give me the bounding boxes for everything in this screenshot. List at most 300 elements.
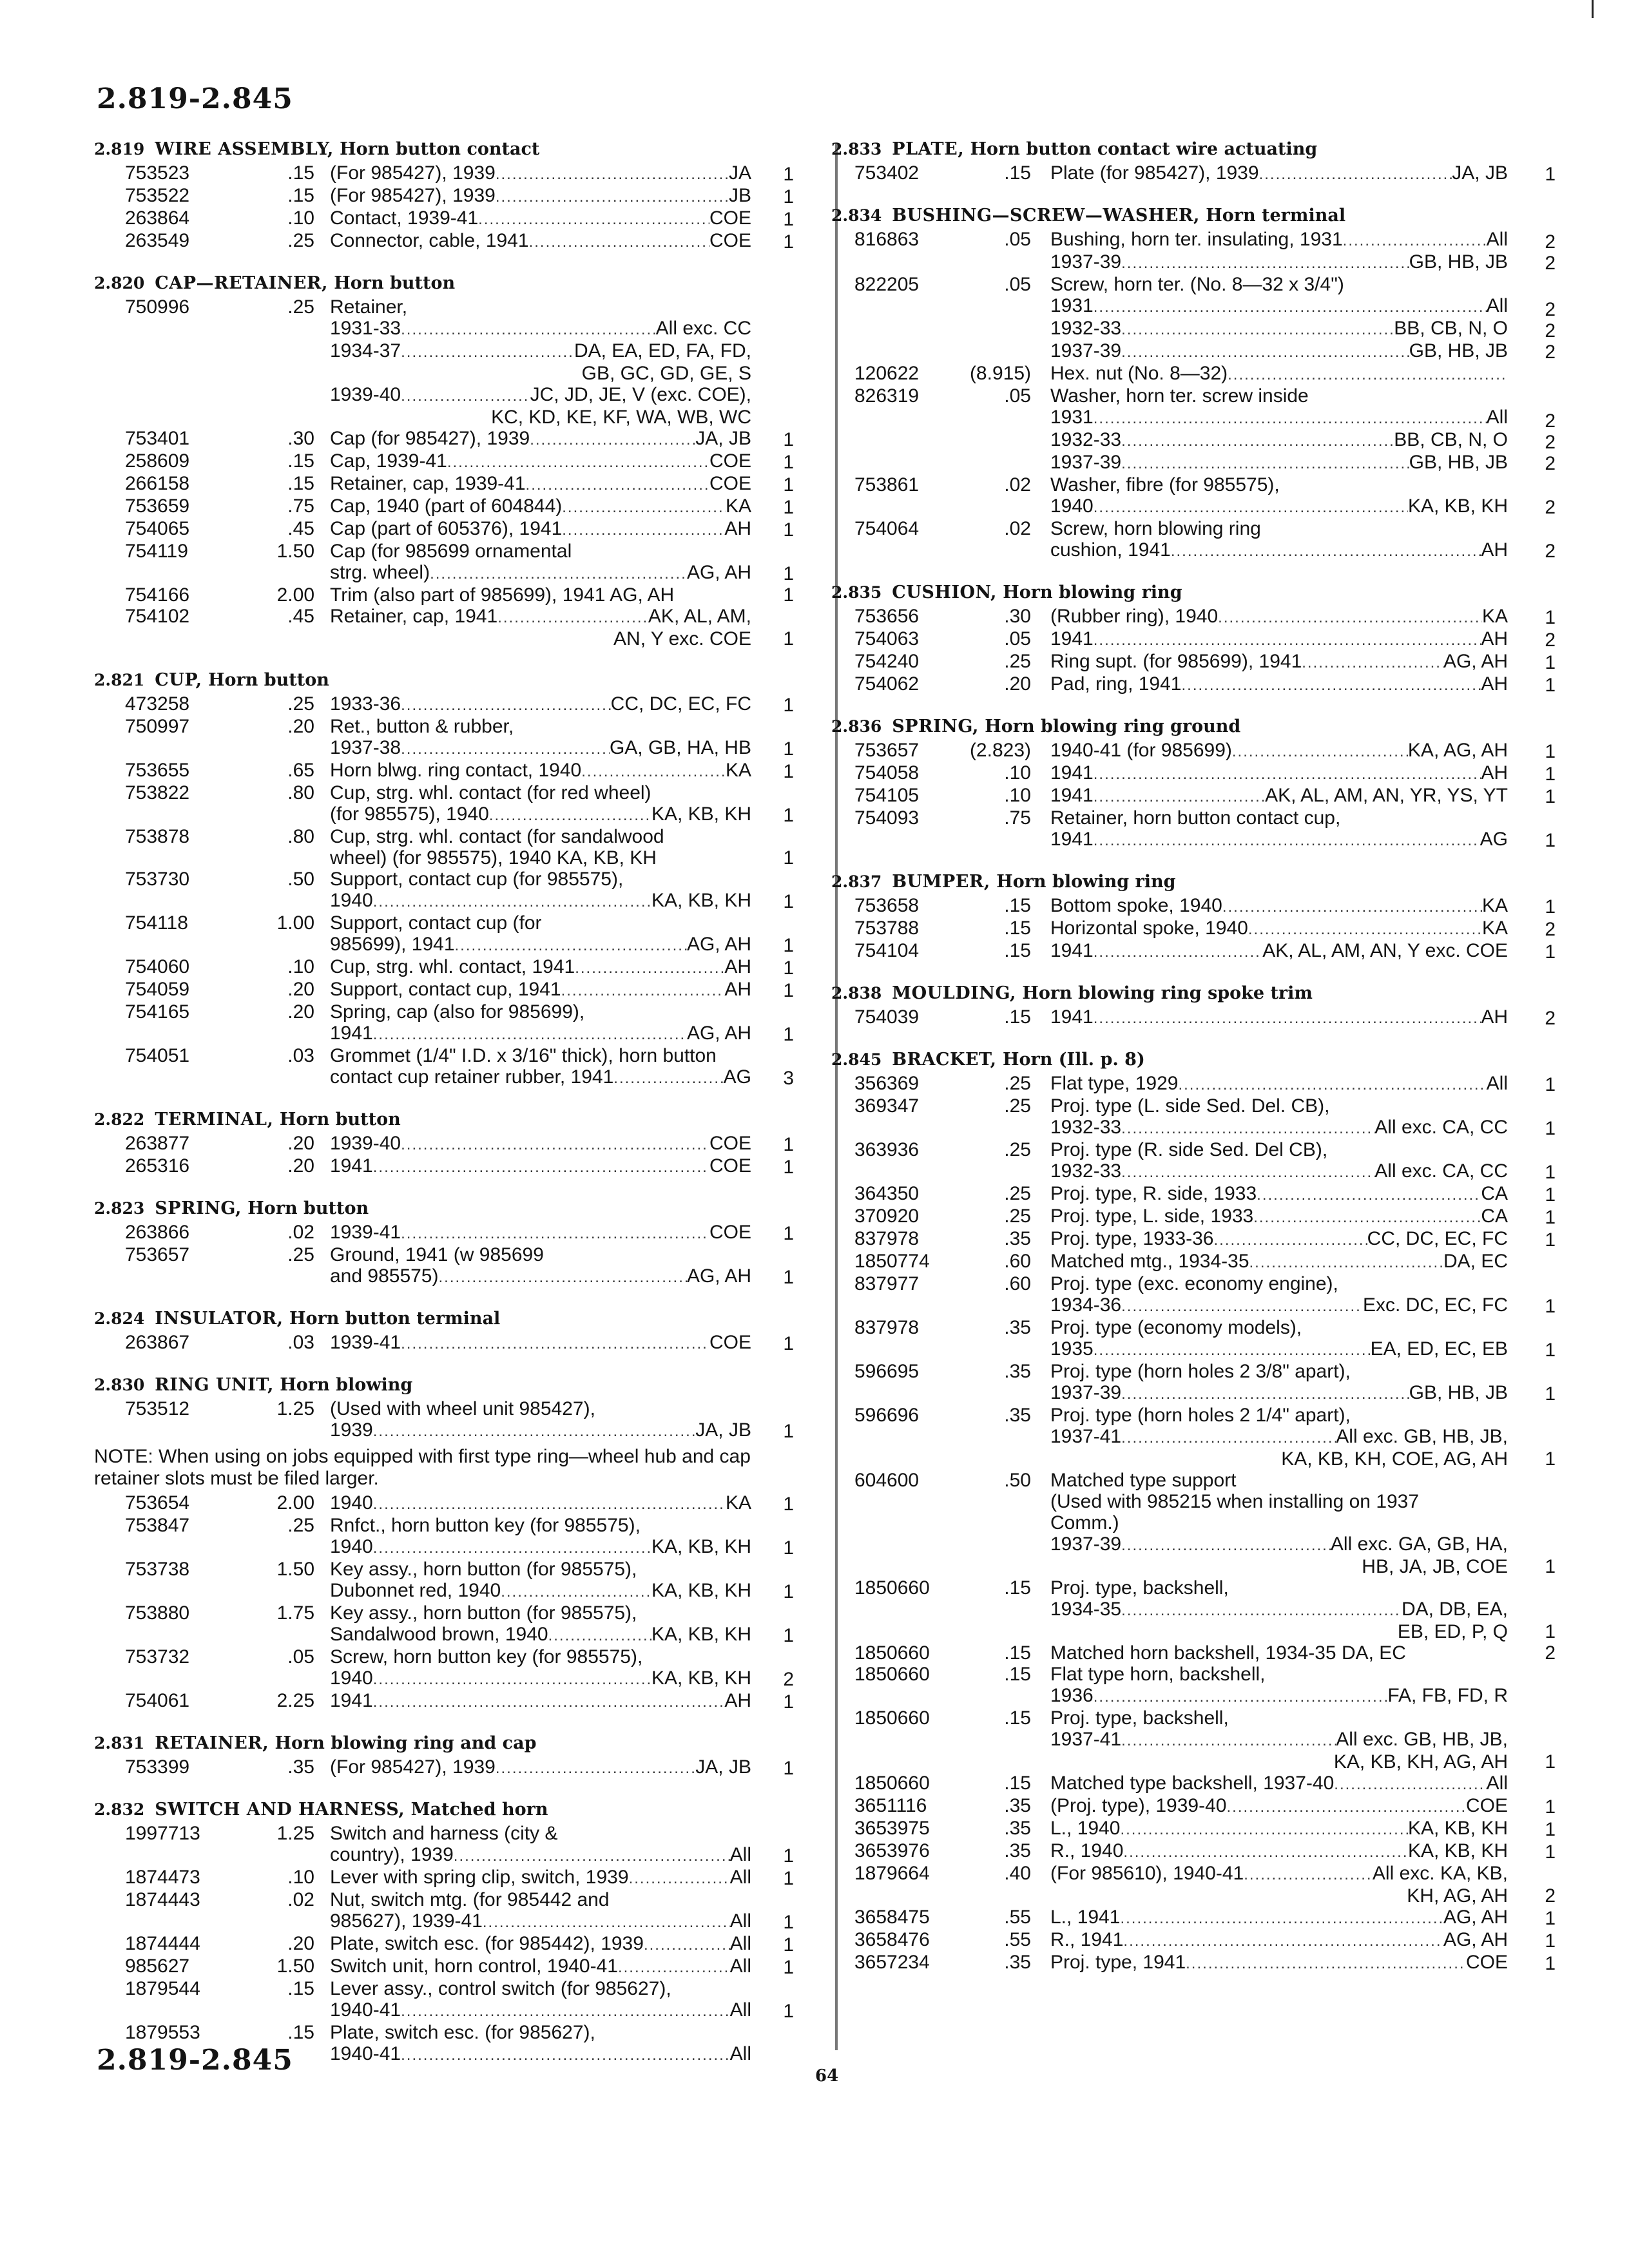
part-price: .20	[287, 716, 314, 737]
part-price: .25	[1004, 1139, 1031, 1160]
applicability-codes: All	[1486, 295, 1508, 316]
description-text: 1934-36	[1050, 1294, 1122, 1316]
part-number: 750997	[125, 716, 190, 737]
applicability-codes: COE	[1465, 1795, 1508, 1816]
dot-leader	[530, 429, 695, 450]
description-text: 1939	[330, 1419, 373, 1441]
applicability-codes: KA	[725, 495, 751, 517]
description-line	[1050, 274, 1508, 295]
description-text: Washer, fibre (for 985575),	[1050, 474, 1280, 495]
part-number: 1850660	[854, 1773, 930, 1794]
description-line	[1050, 1183, 1508, 1206]
description-line	[1050, 1095, 1508, 1117]
dot-leader	[1214, 1229, 1367, 1251]
part-description	[1050, 1251, 1508, 1273]
applicability-codes: KC, KD, KE, KF, WA, WB, WC	[491, 407, 751, 428]
part-price: .05	[1004, 628, 1031, 649]
part-row	[831, 363, 1572, 385]
description-line	[330, 934, 751, 956]
part-description	[1050, 918, 1508, 940]
part-quantity: 1	[783, 186, 794, 207]
applicability-codes: DA, EA, ED, FA, FD,	[574, 340, 751, 361]
description-line	[330, 1515, 751, 1536]
applicability-codes: AK, AL, AM, AN, YR, YS, YT	[1265, 785, 1508, 806]
description-text: cushion, 1941	[1050, 539, 1171, 561]
part-price: 1.00	[276, 912, 314, 934]
part-row	[94, 1956, 811, 1978]
catalog-section	[94, 1797, 811, 2066]
part-description	[1050, 895, 1508, 918]
part-quantity: 1	[783, 1537, 794, 1559]
applicability-codes: AG, AH	[686, 1023, 751, 1044]
catalog-section	[831, 203, 1572, 562]
part-description	[330, 1956, 751, 1978]
applicability-codes: AH	[1481, 539, 1508, 561]
part-quantity: 1	[783, 935, 794, 956]
description-line	[1050, 1338, 1508, 1361]
part-price: .45	[287, 518, 314, 539]
part-number: 985627	[125, 1956, 190, 1977]
description-text: 1937-39	[1050, 251, 1122, 273]
applicability-codes: COE	[1465, 1952, 1508, 1973]
part-number: 3651116	[854, 1795, 927, 1816]
applicability-codes: All	[1486, 229, 1508, 250]
part-number: 753402	[854, 162, 920, 184]
part-quantity: 1	[783, 452, 794, 473]
dot-leader	[401, 1223, 709, 1244]
applicability-codes: All exc. GA, GB, HA,	[1330, 1533, 1508, 1555]
part-price: .35	[287, 1756, 314, 1778]
part-quantity: 2	[1545, 1642, 1556, 1664]
description-text: 1941	[330, 1155, 373, 1177]
description-line	[330, 803, 751, 826]
applicability-codes: GB, HB, JB	[1409, 251, 1508, 273]
part-number: 754064	[854, 518, 920, 539]
part-number: 822205	[854, 274, 920, 295]
description-text: Pad, ring, 1941	[1050, 673, 1182, 695]
description-text: Matched mtg., 1934-35	[1050, 1251, 1249, 1272]
part-description	[1050, 1361, 1508, 1405]
section-number: 2.837	[831, 872, 882, 891]
part-price: .15	[1004, 162, 1031, 184]
part-price: .20	[1004, 673, 1031, 695]
description-text: 1940	[330, 1492, 373, 1514]
description-line	[330, 1155, 751, 1178]
part-number: 753512	[125, 1398, 190, 1419]
part-description	[330, 1690, 751, 1713]
part-quantity: 1	[783, 497, 794, 518]
part-description	[330, 912, 751, 956]
part-price: .25	[1004, 1183, 1031, 1204]
section-keyword: BUSHING—SCREW—WASHER,	[892, 206, 1200, 226]
description-text: Rnfct., horn button key (for 985575),	[330, 1515, 641, 1536]
applicability-codes: All	[729, 1844, 751, 1865]
part-quantity: 1	[1545, 830, 1556, 851]
description-text: Horn blwg. ring contact, 1940	[330, 760, 582, 781]
description-line	[330, 562, 751, 584]
part-number: 753657	[125, 1244, 190, 1265]
description-text: 985699), 1941	[330, 934, 455, 955]
dot-leader	[1249, 1252, 1443, 1273]
dot-leader	[644, 1934, 730, 1956]
applicability-codes: FA, FB, FD, R	[1387, 1685, 1508, 1706]
part-description	[1050, 474, 1508, 518]
part-number: 754065	[125, 518, 190, 539]
applicability-codes: All exc. CA, CC	[1374, 1160, 1508, 1182]
description-line	[1050, 1929, 1508, 1952]
part-quantity: 1	[1545, 1074, 1556, 1095]
description-text: Cap (part of 605376), 1941	[330, 518, 563, 539]
dot-leader	[373, 1494, 726, 1515]
part-price: .15	[1004, 1773, 1031, 1794]
part-number: 754059	[125, 979, 190, 1000]
part-row	[94, 495, 811, 518]
catalog-section	[94, 1731, 811, 1779]
part-number: 826319	[854, 385, 920, 407]
description-text: L., 1940	[1050, 1818, 1121, 1839]
part-row	[94, 1332, 811, 1354]
description-text: 1932-33	[1050, 1160, 1122, 1182]
description-text: Support, contact cup (for	[330, 912, 542, 934]
part-quantity: 1	[1545, 1930, 1556, 1952]
part-number: 596696	[854, 1405, 920, 1426]
description-line	[1050, 1907, 1508, 1929]
part-price: .20	[287, 1155, 314, 1177]
part-number: 3653975	[854, 1818, 930, 1839]
part-number: 3658476	[854, 1929, 930, 1950]
part-quantity: 1	[783, 584, 794, 606]
applicability-codes: COE	[709, 1222, 751, 1243]
applicability-codes: COE	[709, 473, 751, 494]
description-line	[330, 1867, 751, 1889]
description-text: 1940-41	[330, 1999, 401, 2021]
dot-leader	[529, 231, 709, 253]
part-row	[94, 869, 811, 912]
section-number: 2.830	[94, 1376, 145, 1394]
part-row	[831, 1929, 1572, 1952]
dot-leader	[1248, 919, 1482, 940]
description-line	[1050, 518, 1508, 539]
description-text: Cup, strg. whl. contact (for red wheel)	[330, 782, 651, 803]
dot-leader	[1302, 652, 1443, 673]
description-line	[1050, 251, 1508, 274]
applicability-codes: GB, GC, GD, GE, S	[581, 363, 751, 384]
description-line	[330, 847, 751, 869]
part-number: 837978	[854, 1228, 920, 1249]
applicability-codes: JB	[728, 185, 751, 206]
section-subtitle: Horn button terminal	[289, 1309, 501, 1329]
part-quantity: 1	[1545, 164, 1556, 185]
description-text: 1941	[1050, 829, 1094, 850]
description-line	[330, 1066, 751, 1089]
part-quantity: 1	[783, 1625, 794, 1646]
part-price: 1.50	[276, 541, 314, 562]
part-description	[330, 956, 751, 979]
description-text: Retainer, horn button contact cup,	[1050, 807, 1341, 829]
description-line	[330, 495, 751, 518]
dot-leader	[1094, 1340, 1371, 1361]
part-quantity: 1	[1545, 1383, 1556, 1405]
description-text: Matched type backshell, 1937-40	[1050, 1773, 1335, 1794]
part-quantity: 1	[783, 164, 794, 185]
catalog-section	[94, 1107, 811, 1178]
part-description	[330, 207, 751, 230]
part-quantity: 1	[783, 1868, 794, 1889]
applicability-codes: All exc. GB, HB, JB,	[1336, 1729, 1508, 1750]
applicability-codes: COE	[709, 1155, 751, 1177]
section-subtitle: Horn (Ill. p. 8)	[1002, 1050, 1145, 1070]
dot-leader	[373, 1157, 709, 1178]
description-text: (Proj. type), 1939-40	[1050, 1795, 1227, 1816]
description-line	[330, 340, 751, 363]
part-description	[330, 1823, 751, 1867]
part-row	[94, 185, 811, 207]
applicability-codes: BB, CB, N, O	[1394, 429, 1508, 450]
description-text: (for 985575), 1940	[330, 803, 489, 825]
part-description	[330, 518, 751, 541]
description-line	[1050, 785, 1508, 807]
part-number: 3658475	[854, 1907, 930, 1928]
section-heading	[831, 869, 1572, 895]
description-line	[1050, 1317, 1508, 1338]
applicability-codes: KA	[1481, 895, 1508, 916]
applicability-codes: AH	[1481, 673, 1508, 695]
description-line	[330, 1492, 751, 1515]
section-keyword: TERMINAL,	[155, 1110, 274, 1129]
applicability-codes: KA, KB, KH, AG, AH	[1333, 1751, 1508, 1773]
description-line	[1050, 1751, 1508, 1773]
applicability-codes: All	[729, 1933, 751, 1954]
part-number: 754166	[125, 584, 190, 606]
part-number: 1997713	[125, 1823, 200, 1844]
part-quantity: 1	[783, 1494, 794, 1515]
part-quantity: 1	[783, 1912, 794, 1933]
part-price: 2.00	[276, 584, 314, 606]
dot-leader	[1226, 1796, 1466, 1818]
applicability-codes: KA, KB, KH	[1407, 495, 1508, 517]
part-quantity: 1	[783, 957, 794, 979]
part-quantity: 1	[1545, 1908, 1556, 1929]
part-quantity: 1	[783, 805, 794, 826]
part-row	[831, 1251, 1572, 1273]
part-price: .35	[1004, 1317, 1031, 1338]
description-line	[330, 230, 751, 253]
applicability-codes: KA, KB, KH	[651, 1667, 751, 1689]
part-number: 754240	[854, 651, 920, 672]
applicability-codes: AH	[1481, 762, 1508, 783]
part-number: 816863	[854, 229, 920, 250]
section-subtitle: Horn blowing ring	[996, 872, 1176, 892]
section-heading	[94, 1372, 811, 1398]
applicability-codes: Exc. DC, EC, FC	[1362, 1294, 1508, 1316]
description-text: Spring, cap (also for 985699),	[330, 1001, 585, 1023]
part-price: .20	[287, 1001, 314, 1023]
section-keyword: SPRING,	[892, 716, 979, 736]
description-line	[330, 979, 751, 1001]
description-text: Lever with spring clip, switch, 1939	[330, 1867, 629, 1888]
applicability-codes: EB, ED, P, Q	[1397, 1621, 1508, 1642]
description-text: strg. wheel)	[330, 562, 430, 583]
description-text: Trim (also part of 985699), 1941 AG, AH	[330, 584, 675, 606]
section-keyword: BRACKET,	[892, 1050, 997, 1070]
description-line	[330, 162, 751, 185]
description-line	[1050, 628, 1508, 651]
dot-leader	[373, 1024, 687, 1045]
part-row	[94, 230, 811, 253]
dot-leader	[1094, 497, 1408, 518]
part-description	[330, 230, 751, 253]
dot-leader	[1121, 319, 1394, 340]
description-line	[1050, 1139, 1508, 1160]
applicability-codes: AH	[724, 956, 751, 977]
part-row	[831, 229, 1572, 274]
part-description	[330, 1155, 751, 1178]
description-text: Proj. type (horn holes 2 3/8" apart),	[1050, 1361, 1351, 1382]
part-price: .35	[1004, 1818, 1031, 1839]
description-line	[330, 541, 751, 562]
applicability-codes: KA, KB, KH	[651, 803, 751, 825]
description-text: Proj. type (exc. economy engine),	[1050, 1273, 1338, 1294]
description-text: Proj. type, R. side, 1933	[1050, 1183, 1257, 1204]
description-line	[330, 1978, 751, 1999]
right-column	[831, 137, 1572, 1974]
dot-leader	[1228, 364, 1508, 385]
part-description	[330, 979, 751, 1001]
part-description	[330, 450, 751, 473]
part-row	[94, 473, 811, 495]
part-price: .15	[287, 2022, 314, 2043]
part-description	[330, 1559, 751, 1602]
part-price: .45	[287, 606, 314, 627]
part-price: .10	[287, 1867, 314, 1888]
description-text: Connector, cable, 1941	[330, 230, 529, 251]
part-number: 1879544	[125, 1978, 200, 1999]
dot-leader	[401, 2044, 730, 2066]
part-number: 753732	[125, 1646, 190, 1667]
part-description	[330, 869, 751, 912]
part-row	[831, 1577, 1572, 1642]
part-number: 356369	[854, 1073, 920, 1094]
section-heading	[94, 1797, 811, 1823]
applicability-codes: DA, DB, EA,	[1401, 1599, 1508, 1620]
applicability-codes: CA	[1481, 1183, 1508, 1204]
part-description	[330, 1756, 751, 1779]
part-number: 753656	[854, 606, 920, 627]
applicability-codes: JA, JB	[695, 1419, 751, 1441]
part-row	[831, 895, 1572, 918]
description-line	[330, 584, 751, 606]
dot-leader	[1121, 1383, 1409, 1405]
description-text: Nut, switch mtg. (for 985442 and	[330, 1889, 610, 1910]
description-line	[1050, 1729, 1508, 1751]
part-description	[1050, 1317, 1508, 1361]
dot-leader	[1121, 253, 1409, 274]
part-number: 1850774	[854, 1251, 930, 1272]
description-line	[330, 2043, 751, 2066]
part-description	[330, 1602, 751, 1646]
part-quantity: 2	[1545, 231, 1556, 253]
part-quantity: 1	[1545, 1118, 1556, 1139]
catalog-section	[831, 580, 1572, 696]
description-text: 1941	[330, 1690, 373, 1711]
part-row	[831, 1773, 1572, 1795]
applicability-codes: AK, AL, AM, AN, Y exc. COE	[1262, 940, 1508, 961]
description-text: 1937-41	[1050, 1729, 1122, 1750]
part-description	[330, 693, 751, 716]
dot-leader	[1120, 1908, 1443, 1929]
part-row	[831, 1317, 1572, 1361]
applicability-codes: JA, JB	[1452, 162, 1508, 184]
part-quantity: 1	[783, 519, 794, 541]
description-line	[330, 1624, 751, 1646]
part-price: .25	[1004, 651, 1031, 672]
part-row	[831, 1863, 1572, 1907]
description-line	[1050, 1885, 1508, 1907]
dot-leader	[1222, 896, 1482, 918]
description-line	[1050, 385, 1508, 407]
section-heading	[831, 137, 1572, 162]
description-line	[330, 1956, 751, 1978]
dot-leader	[1334, 1774, 1486, 1795]
part-description	[1050, 1773, 1508, 1795]
applicability-codes: AG, AH	[686, 1265, 751, 1287]
part-row	[831, 162, 1572, 185]
part-description	[1050, 1795, 1508, 1818]
dot-leader	[1181, 675, 1481, 696]
part-price: 2.25	[276, 1690, 314, 1711]
applicability-codes: All	[1486, 1773, 1508, 1794]
description-text: Proj. type, 1941	[1050, 1952, 1186, 1973]
part-price: .55	[1004, 1929, 1031, 1950]
dot-leader	[430, 563, 687, 584]
dot-leader	[1094, 1686, 1388, 1707]
part-row	[831, 1139, 1572, 1183]
part-description	[330, 1001, 751, 1045]
description-line	[330, 1933, 751, 1956]
description-text: Retainer, cap, 1941	[330, 606, 498, 627]
part-number: 370920	[854, 1206, 920, 1227]
description-line	[330, 1536, 751, 1559]
description-line	[330, 296, 751, 318]
description-text: wheel) (for 985575), 1940 KA, KB, KH	[330, 847, 657, 869]
part-description	[330, 473, 751, 495]
section-subtitle: Horn button contact wire actuating	[970, 139, 1318, 159]
applicability-codes: KA, AG, AH	[1407, 740, 1508, 761]
part-number: 754039	[854, 1006, 920, 1028]
dot-leader	[496, 186, 729, 207]
description-line	[330, 693, 751, 716]
description-line	[330, 760, 751, 782]
part-row	[94, 1045, 811, 1089]
part-quantity: 1	[783, 847, 794, 869]
description-line	[1050, 1863, 1508, 1885]
part-row	[94, 1492, 811, 1515]
part-row	[831, 651, 1572, 673]
part-description	[330, 1398, 751, 1442]
applicability-codes: KA, KB, KH	[1407, 1840, 1508, 1861]
part-quantity: 1	[1545, 1819, 1556, 1840]
applicability-codes: GA, GB, HA, HB	[609, 737, 751, 758]
part-price: 1.25	[276, 1823, 314, 1844]
part-quantity: 1	[783, 1267, 794, 1288]
section-note: NOTE: When using on jobs equipped with first type ring—wheel hub and cap retainer slots must be filed larger.	[94, 1446, 751, 1489]
section-keyword: BUMPER,	[892, 872, 990, 892]
part-row	[94, 207, 811, 230]
part-description	[330, 428, 751, 450]
part-number: 258609	[125, 450, 190, 472]
description-line	[1050, 1556, 1508, 1577]
description-text: Matched horn backshell, 1934-35 DA, EC	[1050, 1642, 1406, 1664]
